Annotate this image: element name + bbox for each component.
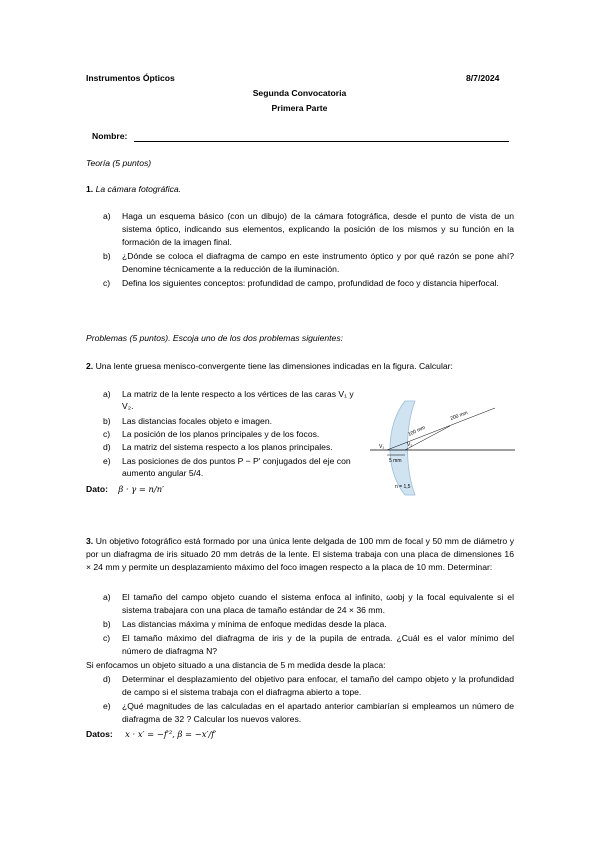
q2-item-e-text: Las posiciones de dos puntos P − P′ conjugados del eje con aumento angular 5/4. — [122, 456, 351, 479]
q2-item-b-label: b) — [103, 416, 111, 426]
v2-label: V₂ — [407, 442, 413, 448]
q2-item-d-label: d) — [103, 442, 111, 452]
course-title: Instrumentos Ópticos — [86, 73, 175, 83]
part-title: Primera Parte — [271, 103, 328, 113]
thickness-label: 5 mm — [389, 458, 402, 464]
teoria-heading: Teoría (5 puntos) — [86, 158, 152, 168]
q3-item-a-label: a) — [103, 592, 111, 602]
q1-title: La cámara fotográfica. — [95, 184, 182, 194]
q3-datos-label: Datos: — [86, 729, 113, 739]
q3-intro-block — [86, 535, 514, 575]
q1-heading — [86, 184, 181, 194]
q2-item-c-label: c) — [103, 429, 111, 439]
q2-item-a-label: a) — [103, 389, 111, 399]
q2-item-a-text: La matriz de la lente respecto a los vértices de las caras V₁ y V₂. — [122, 389, 354, 412]
q1-item-b-label: b) — [103, 251, 111, 261]
q3-middle: Si enfocamos un objeto situado a una distancia de 5 m medida desde la placa: — [86, 660, 386, 670]
name-line[interactable] — [134, 141, 509, 142]
convocatoria: Segunda Convocatoria — [252, 88, 347, 98]
problemas-heading: Problemas (5 puntos). Escoja uno de los dos problemas siguientes: — [86, 333, 343, 343]
exam-date: 8/7/2024 — [466, 73, 500, 83]
q2-item-e-label: e) — [103, 456, 111, 466]
q1-item-c-text: Defina los siguientes conceptos: profundidad de campo, profundidad de foco y distancia hiperfocal. — [122, 278, 499, 288]
q3-item-d-text: Determinar el desplazamiento del objetivo para enfocar, el tamaño del campo objeto y la profundidad de campo si el sistema trabaja con el diafragma abierto a tope. — [122, 674, 514, 698]
q3-item-c-text: El tamaño máximo del diafragma de iris y de la pupila de entrada. ¿Cuál es el valor mínimo del número de diafragma N? — [122, 633, 514, 657]
q3-item-b-label: b) — [103, 619, 111, 629]
v1-label: V₁ — [379, 444, 385, 450]
q2-item-c-text: La posición de los planos principales y de los focos. — [122, 429, 320, 439]
r2-label: 100 mm — [407, 424, 427, 438]
q2-datos — [86, 484, 164, 494]
q3-item-d-label: d) — [103, 674, 111, 684]
meniscus-lens — [390, 401, 415, 495]
q2-datos-label: Dato: — [86, 484, 108, 494]
q3-number: 3. — [86, 536, 94, 546]
index-label: n = 1,5 — [395, 484, 411, 490]
q1-item-a-label: a) — [103, 211, 111, 221]
q3-datos — [86, 729, 216, 739]
q2-intro: Una lente gruesa menisco-convergente tiene las dimensiones indicadas en la figura. Calcular: — [95, 361, 453, 371]
q2-datos-formula: β · γ = n/n′ — [118, 484, 165, 494]
name-label: Nombre: — [92, 131, 128, 141]
q3-item-c-label: c) — [103, 633, 111, 643]
q3-item-a-text: El tamaño del campo objeto cuando el sistema enfoca al infinito, ωobj y la focal equivalente si el sistema trabajara con una placa de tamaño estándar de 24 × 36 mm. — [122, 592, 514, 616]
q1-item-b-text: ¿Dónde se coloca el diafragma de campo en este instrumento óptico y por qué razón se pone ahí? Denomine técnicamente a la reducción de la iluminación. — [122, 251, 514, 275]
q3-item-e-label: e) — [103, 701, 111, 711]
q3-datos-formula: x · x′ = −f′², β = −x′/f′ — [125, 729, 217, 739]
q2-item-b-text: Las distancias focales objeto e imagen. — [122, 416, 273, 426]
q2-heading — [86, 361, 516, 371]
q3-intro: Un objetivo fotográfico está formado por una única lente delgada de 100 mm de focal y 50 mm de diámetro y por un diafragma de iris situado 20 mm detrás de la lente. El sistema trabaja con una placa de dimensiones 16 × 24 mm y permite un desplazamiento máximo del foco imagen respecto a la placa de 10 mm. Determinar: — [86, 536, 514, 573]
q2-item-d-text: La matriz del sistema respecto a los planos principales. — [122, 442, 333, 452]
q3-item-e-text: ¿Qué magnitudes de las calculadas en el apartado anterior cambiarían si empleamos un número de diafragma de 32 ? Calcular los nuevos valores. — [122, 701, 514, 725]
lens-figure — [365, 398, 520, 498]
q1-item-c-label: c) — [103, 278, 111, 288]
q2-number: 2. — [86, 361, 94, 371]
q3-item-b-text: Las distancias máxima y mínima de enfoque medidas desde la placa. — [122, 619, 387, 629]
q1-number: 1. — [86, 184, 94, 194]
q1-item-a-text: Haga un esquema básico (con un dibujo) de la cámara fotográfica, desde el punto de vista de un sistema óptico, indicando sus elementos, explicando la posición de los mismos y su función en la formación de la imagen final. — [122, 211, 514, 248]
r1-label: 200 mm — [449, 410, 469, 422]
